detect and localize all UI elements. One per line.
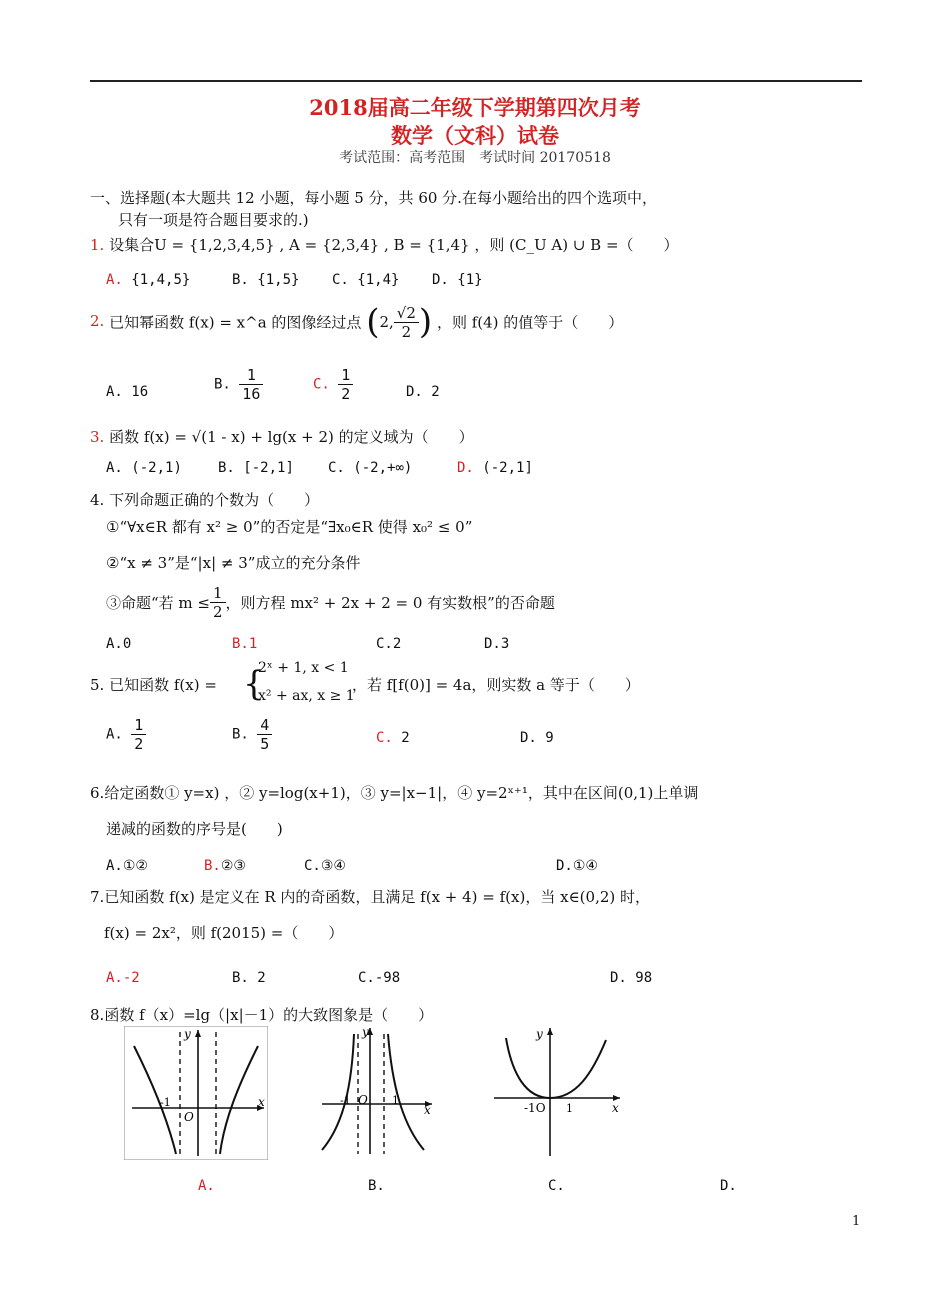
question-6-line1: 6.给定函数① y=x) ，② y=log(x+1)，③ y=|x−1|，④ y=2ˣ⁺¹，其中在区间(0,1)上单调 xyxy=(90,784,699,802)
question-4: 4. 下列命题正确的个数为（ ） xyxy=(90,491,320,509)
q8-option-d[interactable]: D. xyxy=(720,1178,737,1194)
q5-option-b[interactable]: B. $\frac{4}{5}$ xyxy=(232,716,272,753)
q8-option-b[interactable]: B. xyxy=(368,1178,385,1194)
q2-option-a[interactable]: A. 16 xyxy=(106,384,149,400)
svg-text:y: y xyxy=(362,1025,369,1039)
page-number: 1 xyxy=(852,1214,861,1229)
q4-statement-3: ③命题“若 m ≤ $\frac{1}{2}$ ，则方程 mx² + 2x + 2 = 0 有实数根”的否命题 xyxy=(106,584,555,621)
q4-option-a[interactable]: A.0 xyxy=(106,636,132,652)
q4-option-d[interactable]: D.3 xyxy=(484,636,510,652)
svg-text:x: x xyxy=(424,1103,431,1117)
section-instructions-line2: 只有一项是符合题目要求的.) xyxy=(118,211,309,229)
svg-text:O: O xyxy=(358,1093,368,1107)
question-8: 8.函数 f（x）=lg（|x|－1）的大致图象是（ ） xyxy=(90,1006,434,1024)
question-7-line2: f(x) = 2x²，则 f(2015) =（ ） xyxy=(104,924,344,942)
piecewise-case-1: 2ˣ + 1, x < 1 xyxy=(258,660,349,676)
q2-option-b[interactable]: B. $\frac{1}{16}$ xyxy=(214,366,263,403)
exam-title: 2018届高二年级下学期第四次月考 xyxy=(309,95,641,120)
header-rule xyxy=(90,80,862,82)
graph-b xyxy=(318,1024,436,1158)
svg-text:y: y xyxy=(536,1027,543,1041)
q6-option-c[interactable]: C.③④ xyxy=(304,858,346,874)
q3-option-a[interactable]: A. (-2,1) xyxy=(106,460,182,476)
graph-a xyxy=(124,1026,268,1160)
q3-option-b[interactable]: B. [-2,1] xyxy=(218,460,294,476)
svg-text:y: y xyxy=(184,1027,191,1041)
q4-option-b[interactable]: B.1 xyxy=(232,636,258,652)
question-2: 2. 已知幂函数 f(x) = x^a 的图像经过点 (2, $\frac{√2}{2}$ ) ，则 f(4) 的值等于（ ） xyxy=(90,302,624,342)
section-instructions-line1: 一、选择题(本大题共 12 小题，每小题 5 分，共 60 分.在每小题给出的四个选项中， xyxy=(90,189,657,207)
q6-option-a[interactable]: A.①② xyxy=(106,858,148,874)
q7-option-b[interactable]: B. 2 xyxy=(232,970,266,986)
point-fraction: $\frac{√2}{2}$ xyxy=(394,304,419,341)
question-number: 2. xyxy=(90,312,105,330)
question-1 xyxy=(90,234,679,255)
q1-option-a[interactable]: A. {1,4,5} xyxy=(106,272,191,288)
q6-option-d[interactable]: D.①④ xyxy=(556,858,598,874)
q3-option-c[interactable]: C. (-2,+∞) xyxy=(328,460,413,476)
q8-option-a[interactable]: A. xyxy=(198,1178,215,1194)
q5-option-d[interactable]: D. 9 xyxy=(520,730,554,746)
question-number: 1. xyxy=(90,236,105,254)
question-stem: 下列命题正确的个数为（ ） xyxy=(109,491,320,509)
q4-statement-2: ②“x ≠ 3”是“|x| ≠ 3”成立的充分条件 xyxy=(106,554,361,572)
graph-c xyxy=(490,1024,624,1160)
question-stem: 设集合U = {1,2,3,4,5} , A = {2,3,4} , B = {1,4} ，则 (C_U A) ∪ B =（ ） xyxy=(109,236,679,254)
svg-text:x: x xyxy=(258,1095,265,1109)
q1-option-d[interactable]: D. {1} xyxy=(432,272,483,288)
q4-statement-1: ①“∀x∈R 都有 x² ≥ 0”的否定是“∃x₀∈R 使得 x₀² ≤ 0” xyxy=(106,518,473,536)
q2-option-d[interactable]: D. 2 xyxy=(406,384,440,400)
piecewise-brace: { xyxy=(243,664,265,704)
q1-option-b[interactable]: B. {1,5} xyxy=(232,272,300,288)
q5-option-a[interactable]: A. $\frac{1}{2}$ xyxy=(106,716,146,753)
question-stem: 函数 f(x) = √(1 - x) + lg(x + 2) 的定义域为（ ） xyxy=(109,428,474,446)
svg-text:-1: -1 xyxy=(160,1096,171,1109)
svg-text:1: 1 xyxy=(566,1102,573,1115)
q7-option-c[interactable]: C.-98 xyxy=(358,970,401,986)
q7-option-d[interactable]: D. 98 xyxy=(610,970,653,986)
q5-option-c[interactable]: C. 2 xyxy=(376,730,410,746)
q1-option-c[interactable]: C. {1,4} xyxy=(332,272,400,288)
piecewise-case-2: x² + ax, x ≥ 1 xyxy=(258,688,355,704)
svg-text:1: 1 xyxy=(392,1094,399,1107)
q6-option-b[interactable]: B.②③ xyxy=(204,858,246,874)
svg-text:x: x xyxy=(612,1101,619,1115)
svg-text:-1: -1 xyxy=(340,1094,351,1107)
question-stem: 已知幂函数 f(x) = x^a 的图像经过点 xyxy=(109,313,362,332)
question-7-line1: 7.已知函数 f(x) 是定义在 R 内的奇函数，且满足 f(x + 4) = f(x)，当 x∈(0,2) 时， xyxy=(90,888,651,906)
q4-option-c[interactable]: C.2 xyxy=(376,636,402,652)
q2-option-c[interactable]: C. $\frac{1}{2}$ xyxy=(313,366,353,403)
question-3: 3. 函数 f(x) = √(1 - x) + lg(x + 2) 的定义域为（ ） xyxy=(90,428,474,446)
q8-option-c[interactable]: C. xyxy=(548,1178,565,1194)
exam-info: 考试范围：高考范围 考试时间 20170518 xyxy=(339,150,611,166)
svg-text:O: O xyxy=(184,1110,194,1124)
q7-option-a[interactable]: A.-2 xyxy=(106,970,140,986)
svg-text:-1O: -1O xyxy=(524,1101,546,1115)
exam-subject: 数学（文科）试卷 xyxy=(391,123,559,148)
q3-option-d[interactable]: D. (-2,1] xyxy=(457,460,533,476)
question-6-line2: 递减的函数的序号是( ) xyxy=(106,820,283,838)
q5-stem-rest: ，若 f[f(0)] = 4a，则实数 a 等于（ ） xyxy=(352,676,640,694)
question-5: 5. 已知函数 f(x) = xyxy=(90,676,217,694)
